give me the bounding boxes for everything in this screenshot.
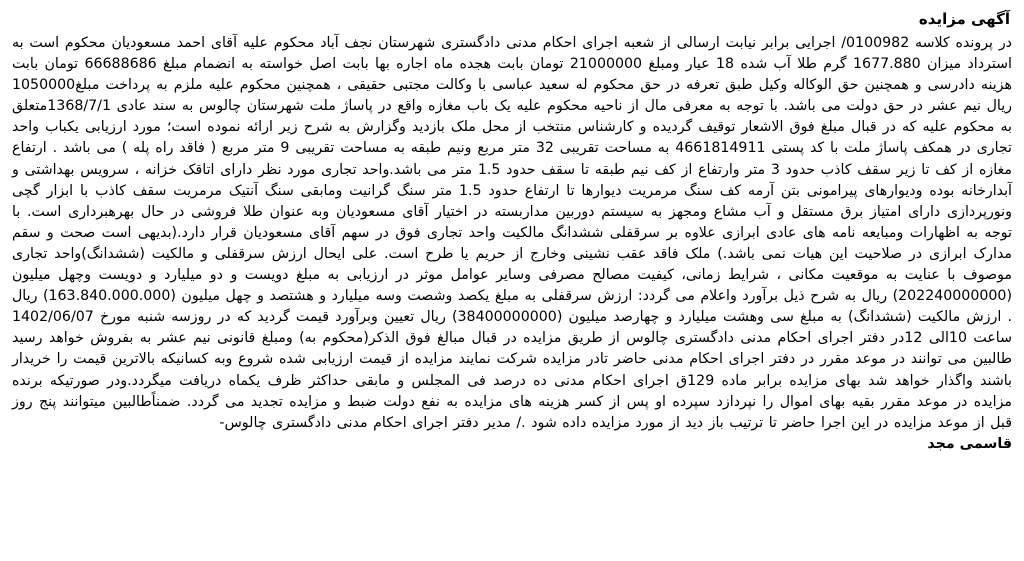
auction-notice [12, 8, 1012, 455]
notice-signature: قاسمی مجد [927, 435, 1012, 452]
notice-body: در پرونده کلاسه 0100982/ اجرایی برابر نیابت ارسالی از شعبه اجرای احکام مدنی دادگستری شهرستان نجف آباد محکوم علیه آقای احمد مسعودیان محکوم است به استرداد میزان 1677.880 گرم طلا آب شده 18 عیار ومبلغ 21000000 تومان بابت هجده ماه اجاره بها بابت اصل خواسته به انضمام مبلغ 66688686 تومان بابت هزینه دادرسی و همچنین حق الوکاله وکیل طبق تعرفه در حق محکوم له سعید عباسی با وکالت مجتبی حقیقی ، همچنین محکوم علیه ملزم به پرداخت مبلغ1050000 ریال نیم عشر در حق دولت می باشد. با توجه به معرفی مال از ناحیه محکوم علیه یک باب مغازه واقع در پاساژ ملت شهرستان چالوس به سند عادی 1368/7/1متعلق به محکوم علیه که در قبال مبلغ فوق الاشعار توقیف گردیده و کارشناس منتخب از محل ملک بازدید وگزارش به شرح زیر ارائه نموده است؛ مورد ارزیابی یکباب واحد تجاری در همکف پاساژ ملت با کد پستی 4661814911 به مساحت تقریبی 32 متر مربع ونیم طبقه به مساحت تقریبی 9 متر مربع ( فاقد راه پله ) می باشد . ارتفاع مغازه از کف تا زیر سقف کاذب حدود 3 متر وارتفاع از کف نیم طبقه تا سقف حدود 1.5 متر می باشد.واحد تجاری مورد نظر دارای اتاقک خزانه ، سرویس بهداشتی و آبدارخانه بوده ودیوارهای پیرامونی بتن آرمه کف سنگ مرمریت دیوارها تا ارتفاع حدود 1.5 متر سنگ گرانیت ومابقی سنگ آنتیک مرمریت سقف کاذب با ابزار گچی ونورپردازی دارای امتیاز برق مستقل و آب مشاع ومجهز به سیستم دوربین مداربسته در اختیار آقای مسعودیان وبه عنوان طلا فروشی در حال بهرهبرداری است. با توجه به اظهارات ومبایعه نامه های عادی ابرازی علاوه بر سرقفلی ششدانگ مالکیت واحد تجاری فوق در سهم آقای مسعودیان قرار دارد.(بدیهی است صحت و سقم مدارک ابرازی در صلاحیت این هیات نمی باشد.) ملک فاقد عقب نشینی وخارج از حریم یا طرح است. علی ایحال ارزش سرقفلی و مالکیت (ششدانگ)واحد تجاری موصوف با عنایت به موقعیت مکانی ، شرایط زمانی، کیفیت مصالح مصرفی وسایر عوامل موثر در ارزیابی به مبلغ دویست و دو میلیارد و دویست وچهل میلیون (202240000000) ریال به شرح ذیل برآورد واعلام می گردد: ارزش سرقفلی به مبلغ یکصد وشصت وسه میلیارد و هشتصد و چهل میلیون (163.840.000.000) ریال . ارزش مالکیت (ششدانگ) به مبلغ سی وهشت میلیارد و چهارصد میلیون (38400000000) ریال تعیین وبرآورد قیمت گردید که در روزسه شنبه مورخ 1402/06/07 ساعت 10الی 12در دفتر اجرای احکام مدنی دادگستری چالوس از طریق مزایده در قبال مبالغ فوق الذکر(محکوم به) ومبلغ قانونی نیم عشر به بفروش خواهد رسید طالبین می توانند در موعد مقرر در دفتر اجرای احکام مدنی حاضر تادر مزایده شرکت نمایند مزایده از قیمت ارزیابی شده شروع وبه کسانیکه بالاترین قیمت را خریدار باشند واگذار خواهد شد بهای مزایده برابر ماده 129ق اجرای احکام مدنی ده درصد فی المجلس و مابقی حداکثر ظرف یکماه دریافت میگردد.ودر صورتیکه برنده مزایده در موعد مقرر بقیه بهای اموال را نپردازد سپرده او پس از کسر هزینه های مزایده به نفع دولت ضبط و مزایده تجدید می گردد. ضمناًطالبین میتوانند پنج روز قبل از موعد مزایده در این اجرا حاضر تا ترتیب باز دید از مورد مزایده داده شود ./ مدیر دفتر اجرای احکام مدنی دادگستری چالوس- [12, 35, 1013, 431]
notice-title: آگهی مزایده [918, 10, 1010, 28]
